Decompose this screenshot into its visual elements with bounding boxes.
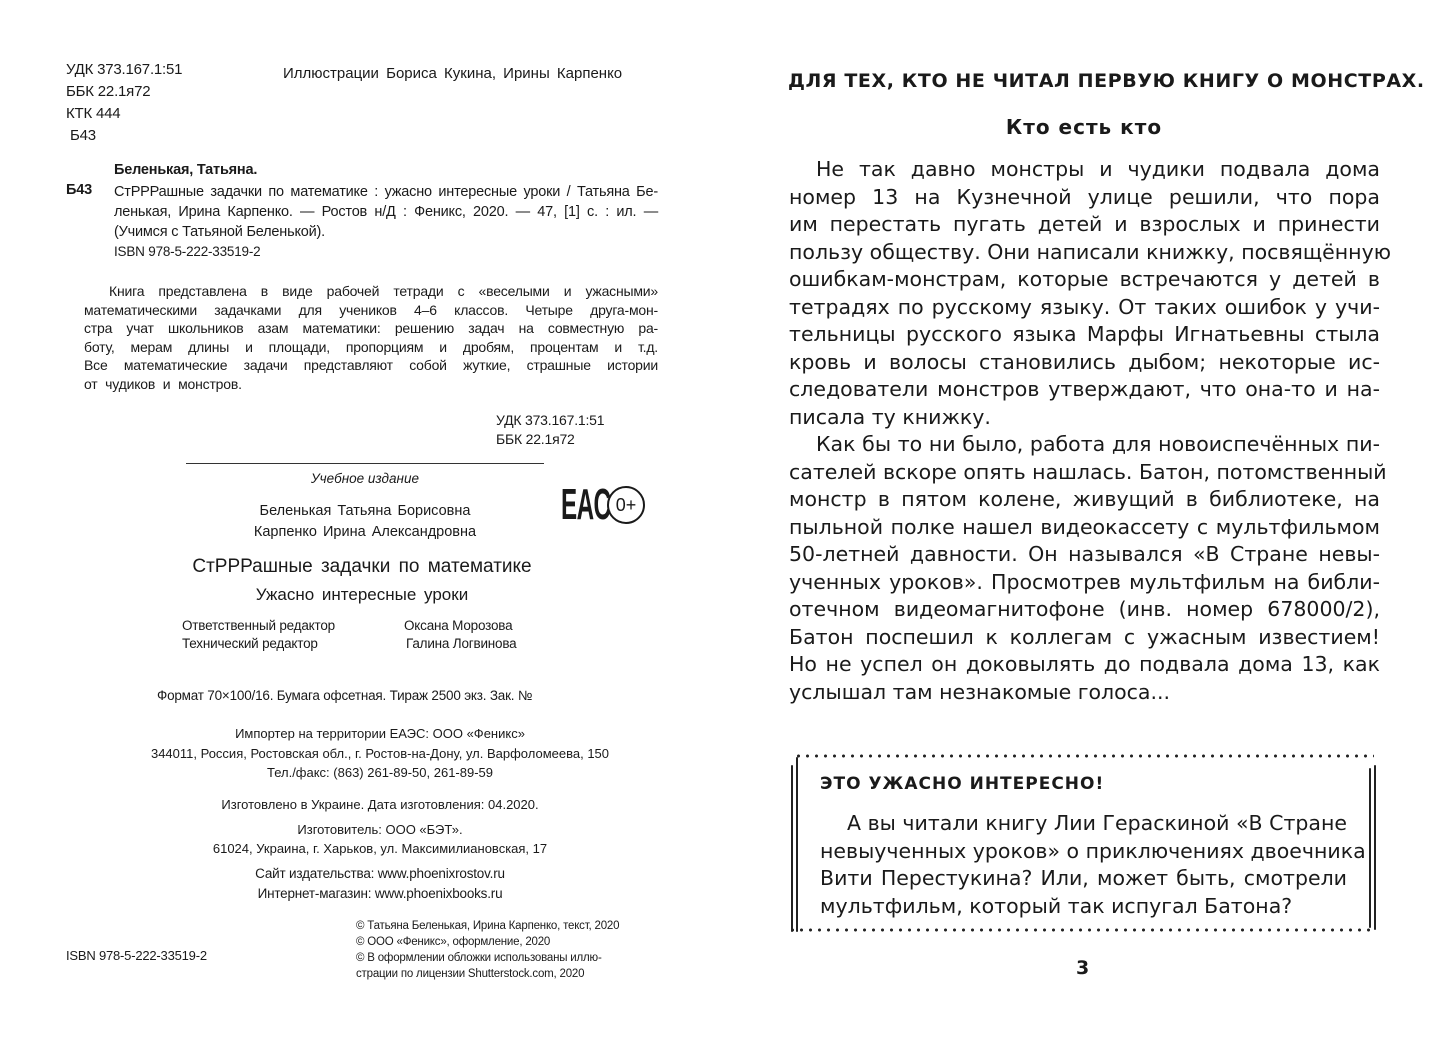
text-line: Как бы то ни было, работа для новоиспечённых пи- bbox=[816, 432, 1380, 456]
udk-code: УДК 373.167.1:51 bbox=[66, 61, 183, 78]
copyright-block bbox=[356, 918, 619, 982]
ktk-code: КТК 444 bbox=[66, 105, 121, 122]
author-name: Беленькая Татьяна Борисовна bbox=[259, 503, 471, 519]
text-line: Батон поспешил к коллегам с ужасным известием! bbox=[789, 624, 1380, 649]
catalog-mark: Б43 bbox=[66, 182, 92, 198]
callout-top-border bbox=[794, 754, 1374, 758]
text-line: кровь и волосы становились дыбом; некоторые ис- bbox=[789, 349, 1380, 374]
text-line: Но не успел он доковылять до подвала дома 13, как bbox=[789, 652, 1380, 676]
text-line: писала ту книжку. bbox=[789, 404, 991, 429]
text-line: невыученных уроков» о приключениях двоечника bbox=[820, 838, 1366, 863]
certification-marks bbox=[561, 480, 645, 529]
editor-name: Оксана Морозова bbox=[404, 618, 513, 633]
edition-type: Учебное издание bbox=[311, 471, 419, 486]
story-paragraph-1 bbox=[789, 156, 1391, 431]
text-line: Не так давно монстры и чудики подвала дома bbox=[816, 157, 1380, 181]
editor-names bbox=[404, 617, 517, 653]
book-subtitle: Ужасно интересные уроки bbox=[255, 585, 469, 604]
text-line: пользу обществу. Они написали книжку, посвящённую bbox=[789, 239, 1391, 264]
editor-name: Галина Логвинова bbox=[406, 636, 517, 651]
editor-role: Ответственный редактор bbox=[182, 618, 335, 633]
annotation-line: Все математические задачи представляют собой жуткие, страшные истории bbox=[84, 357, 658, 373]
isbn-bottom: ISBN 978-5-222-33519-2 bbox=[66, 948, 207, 963]
manufacturer-line: Изготовитель: ООО «БЭТ». bbox=[297, 822, 463, 837]
section-heading: ДЛЯ ТЕХ, КТО НЕ ЧИТАЛ ПЕРВУЮ КНИГУ О МОНСТРАХ. bbox=[788, 70, 1425, 92]
editor-roles bbox=[182, 617, 335, 653]
author-heading: Беленькая, Татьяна. bbox=[114, 162, 258, 178]
copyright-line: страции по лицензии Shutterstock.com, 2020 bbox=[356, 968, 585, 980]
text-line: А вы читали книгу Лии Гераскиной «В Стране bbox=[847, 811, 1347, 835]
manufacture-date: Изготовлено в Украине. Дата изготовления: 04.2020. bbox=[221, 797, 539, 812]
text-line: ошибкам-монстрам, которые встречаются у детей в bbox=[789, 267, 1380, 291]
text-line: тельницы русского языка Марфы Игнатьевны стыла bbox=[789, 322, 1380, 346]
text-line: следователи монстров утверждают, что она-то и на- bbox=[789, 377, 1380, 401]
text-line: пыльной полке нашел видеокассету с мультфильмом bbox=[789, 514, 1380, 539]
bbk-code: ББК 22.1я72 bbox=[496, 431, 575, 447]
online-store-link[interactable]: Интернет-магазин: www.phoenixbooks.ru bbox=[257, 886, 503, 901]
page-number: 3 bbox=[1076, 957, 1090, 979]
bbk-code: ББК 22.1я72 bbox=[66, 83, 151, 100]
isbn-record: ISBN 978-5-222-33519-2 bbox=[114, 244, 261, 259]
callout-text bbox=[820, 810, 1366, 920]
callout-left-border bbox=[791, 765, 793, 932]
copyright-line: © В оформлении обложки использованы иллю- bbox=[356, 952, 602, 964]
publisher-site-link[interactable]: Сайт издательства: www.phoenixrostov.ru bbox=[255, 866, 505, 881]
copyright-line: © Татьяна Беленькая, Ирина Карпенко, текст, 2020 bbox=[356, 920, 620, 932]
illustrations-credit: Иллюстрации Бориса Кукина, Ирины Карпенко bbox=[283, 65, 623, 82]
annotation-line: от чудиков и монстров. bbox=[84, 375, 242, 392]
callout-right-border bbox=[1369, 768, 1371, 928]
websites bbox=[100, 864, 660, 904]
text-line: мультфильм, который так испугал Батона? bbox=[820, 893, 1293, 918]
callout-right-border bbox=[1374, 765, 1376, 930]
bib-line: СтРРРашные задачки по математике : ужасно интересные уроки / Татьяна Бе- bbox=[114, 184, 658, 200]
bib-line: ленькая, Ирина Карпенко. — Ростов н/Д : Феникс, 2020. — 47, [1] с. : ил. — bbox=[114, 204, 658, 220]
age-rating-badge: 0+ bbox=[607, 486, 645, 524]
importer-line: Импортер на территории ЕАЭС: ООО «Феникс» bbox=[235, 726, 525, 741]
importer-line: 344011, Россия, Ростовская обл., г. Ростов-на-Дону, ул. Варфоломеева, 150 bbox=[150, 745, 610, 761]
text-line: тетрадях по русскому языку. От таких ошибок у учи- bbox=[789, 294, 1380, 319]
divider-rule bbox=[186, 463, 544, 464]
annotation-line: математическими задачками для учеников 4–6 классов. Четыре друга-мон- bbox=[84, 301, 658, 318]
callout-title: ЭТО УЖАСНО ИНТЕРЕСНО! bbox=[820, 774, 1105, 794]
text-line: номер 13 на Кузнечной улице решили, что пора bbox=[789, 184, 1380, 209]
print-format: Формат 70×100/16. Бумага офсетная. Тираж 2500 экз. Зак. № bbox=[157, 688, 533, 703]
text-line: отечном видеомагнитофоне (инв. номер 678000/2), bbox=[789, 597, 1380, 621]
text-line: монстр в пятом колене, живущий в библиотеке, на bbox=[789, 487, 1380, 511]
editor-role: Технический редактор bbox=[182, 636, 318, 651]
classification-codes bbox=[66, 59, 182, 147]
author-mark: Б43 bbox=[70, 127, 96, 144]
callout-left-border bbox=[796, 757, 798, 932]
annotation bbox=[84, 282, 658, 393]
text-line: сателей вскоре опять нашлась. Батон, потомственный bbox=[789, 459, 1387, 484]
importer-info bbox=[100, 724, 660, 783]
eac-mark-icon: EAC bbox=[561, 480, 611, 529]
author-name: Карпенко Ирина Александровна bbox=[253, 524, 477, 540]
annotation-line: боту, мерам длины и площади, пропорциям и дробям, процентам и т.д. bbox=[84, 338, 658, 355]
importer-line: Тел./факс: (863) 261-89-50, 261-89-59 bbox=[266, 765, 494, 780]
manufacturer-line: 61024, Украина, г. Харьков, ул. Максимилиановская, 17 bbox=[212, 841, 548, 856]
annotation-line: Книга представлена в виде рабочей тетради с «веселыми и ужасными» bbox=[109, 283, 658, 299]
text-line: услышал там незнакомые голоса... bbox=[789, 679, 1171, 704]
section-subheading: Кто есть кто bbox=[1005, 115, 1163, 139]
text-line: Вити Перестукина? Или, может быть, смотрели bbox=[820, 866, 1347, 890]
authors-full bbox=[186, 501, 544, 543]
callout-bottom-border bbox=[788, 928, 1374, 932]
text-line: ученных уроков». Просмотрев мультфильм на библи- bbox=[789, 569, 1380, 594]
bib-line: (Учимся с Татьяной Беленькой). bbox=[114, 224, 325, 240]
book-title: СтРРРашные задачки по математике bbox=[192, 556, 532, 577]
annotation-line: стра учат школьников азам математики: решению задач на совместную ра- bbox=[84, 320, 658, 336]
manufacturer-info bbox=[100, 820, 660, 858]
bibliographic-record bbox=[114, 182, 658, 242]
classification-codes-bottom bbox=[496, 411, 604, 449]
udk-code: УДК 373.167.1:51 bbox=[496, 412, 605, 428]
text-line: 50-летней давности. Он назывался «В Стране невы- bbox=[789, 542, 1380, 566]
story-paragraph-2 bbox=[789, 431, 1387, 706]
copyright-line: © ООО «Феникс», оформление, 2020 bbox=[356, 936, 551, 948]
text-line: им перестать пугать детей и взрослых и принести bbox=[789, 212, 1380, 236]
